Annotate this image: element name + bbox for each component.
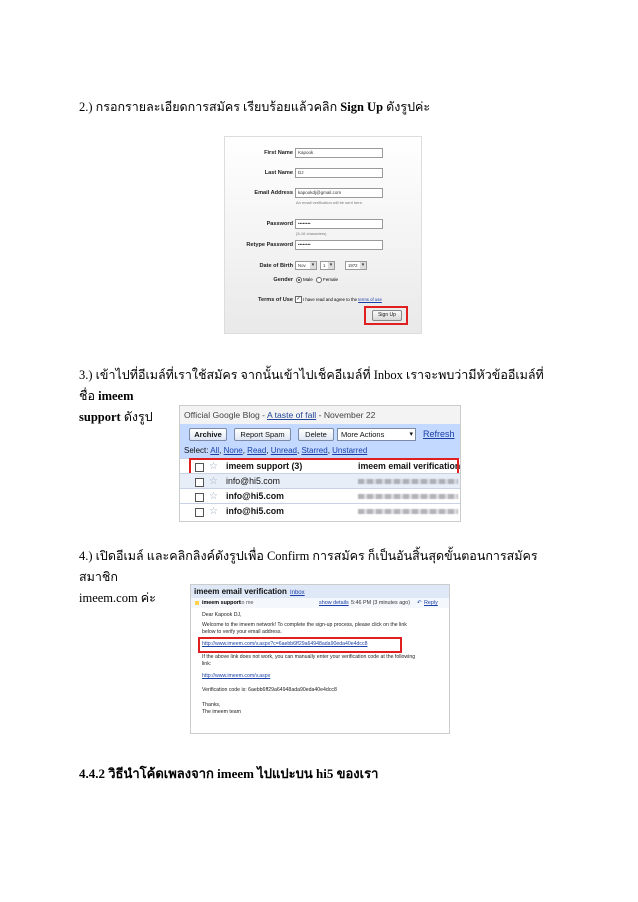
step3-text: 3.) เข้าไปที่อีเมล์ที่เราใช้สมัคร จากนั้นเข้าไปเช็คอีเมล์ที่ Inbox เราจะพบว่ามีหัวข้ออีเมล์ที่ชื่อ bbox=[79, 368, 544, 403]
email-time: 5:46 PM (3 minutes ago) bbox=[351, 600, 411, 606]
star-icon[interactable] bbox=[195, 601, 199, 605]
gender-male-radio[interactable] bbox=[296, 277, 302, 283]
select-starred[interactable]: Starred bbox=[301, 446, 328, 455]
email-welcome-2: below to verify your email address. bbox=[202, 629, 282, 635]
email-to: to me bbox=[240, 600, 254, 606]
retype-password-input[interactable]: •••••••• bbox=[295, 240, 383, 250]
select-links: Select: All, None, Read, Unread, Starred, Unstarred bbox=[180, 444, 461, 458]
gender-male-label: Male bbox=[303, 277, 313, 282]
email-thanks: Thanks, bbox=[202, 702, 221, 708]
star-icon[interactable]: ☆ bbox=[209, 461, 218, 472]
email-row bbox=[225, 188, 421, 200]
email-title bbox=[191, 585, 450, 598]
reply-link[interactable]: Reply bbox=[424, 600, 438, 606]
blurred-subject bbox=[358, 494, 458, 499]
terms-text: I have read and agree to the bbox=[303, 297, 359, 302]
email-welcome-1: Welcome to the imeem network! To complete the sign-up process, please click on the link bbox=[202, 622, 407, 628]
step3-bold-support: support bbox=[79, 410, 121, 424]
first-name-row bbox=[225, 148, 421, 160]
row-sender: imeem support (3) bbox=[226, 461, 303, 471]
link-highlight-box bbox=[198, 637, 402, 653]
gender-row bbox=[225, 275, 421, 287]
email-fallback-1: If the above link does not work, you can manually enter your verification code at the following bbox=[202, 654, 416, 660]
terms-checkbox[interactable]: ✓ bbox=[296, 296, 301, 303]
gmail-web-clip bbox=[180, 406, 461, 424]
delete-button[interactable]: Delete bbox=[298, 428, 334, 441]
blurred-subject bbox=[358, 479, 458, 484]
step3-bold-imeem: imeem bbox=[98, 389, 134, 403]
verification-link[interactable]: http://www.imeem.com/v.aspx?c=6aebb6ff29a64948ada90eda40e4dcc8 bbox=[202, 641, 368, 647]
signup-button[interactable]: Sign Up bbox=[372, 310, 402, 321]
manual-verification-link[interactable]: http://www.imeem.com/v.aspx bbox=[202, 673, 271, 679]
email-row[interactable] bbox=[180, 488, 460, 504]
dob-label: Date of Birth bbox=[259, 263, 293, 269]
select-read[interactable]: Read bbox=[247, 446, 267, 455]
row-checkbox[interactable] bbox=[195, 478, 204, 487]
select-unread[interactable]: Unread bbox=[270, 446, 297, 455]
gender-female-radio[interactable] bbox=[316, 277, 322, 283]
select-all[interactable]: All bbox=[210, 446, 220, 455]
reply-icon[interactable]: ↶ bbox=[417, 600, 422, 606]
dob-day-select[interactable]: 1 ▾ bbox=[320, 261, 335, 270]
last-name-label: Last Name bbox=[264, 170, 293, 176]
row-sender: info@hi5.com bbox=[226, 506, 284, 516]
dob-month-select[interactable]: Nov ▾ bbox=[295, 261, 317, 270]
web-clip-date: - November 22 bbox=[316, 410, 376, 420]
retype-password-row bbox=[225, 240, 421, 252]
email-fallback-2: link: bbox=[202, 661, 212, 667]
email-row[interactable] bbox=[180, 473, 460, 489]
terms-agree bbox=[295, 296, 382, 304]
refresh-link[interactable]: Refresh bbox=[423, 429, 455, 439]
gender-label: Gender bbox=[273, 277, 293, 283]
last-name-input[interactable]: DJ bbox=[295, 168, 383, 178]
row-checkbox[interactable] bbox=[195, 508, 204, 517]
select-label: Select: bbox=[184, 446, 211, 455]
select-none[interactable]: None bbox=[223, 446, 243, 455]
step2-paragraph bbox=[79, 98, 430, 116]
first-name-label: First Name bbox=[264, 150, 293, 156]
terms-label: Terms of Use bbox=[257, 297, 293, 303]
last-name-row bbox=[225, 168, 421, 180]
row-sender: info@hi5.com bbox=[226, 491, 284, 501]
email-signature: The imeem team bbox=[202, 709, 241, 715]
star-icon[interactable]: ☆ bbox=[209, 506, 218, 517]
step2-bold: Sign Up bbox=[340, 100, 384, 114]
row-checkbox[interactable] bbox=[195, 493, 204, 502]
more-actions-select[interactable]: More Actions ▾ bbox=[337, 428, 416, 441]
gender-female-label: Female bbox=[323, 277, 339, 282]
show-details-link[interactable]: show details bbox=[319, 600, 349, 606]
web-clip-prefix: Official Google Blog - bbox=[184, 410, 267, 420]
terms-link[interactable]: terms of use bbox=[358, 297, 382, 302]
row-sender: info@hi5.com bbox=[226, 476, 280, 486]
web-clip-link[interactable]: A taste of fall bbox=[266, 410, 317, 420]
gender-options bbox=[296, 276, 338, 284]
dob-row bbox=[225, 261, 421, 273]
step2-text: 2.) กรอกรายละเอียดการสมัคร เรียบร้อยแล้วคลิก bbox=[79, 100, 341, 114]
email-hint: An email verification will be sent here. bbox=[296, 200, 363, 205]
section-heading: 4.4.2 วิธีนำโค้ดเพลงจาก imeem ไปแปะบน hi5 ของเรา bbox=[79, 766, 379, 781]
first-name-input[interactable]: Kapook bbox=[295, 148, 383, 158]
email-label: Email Address bbox=[254, 190, 293, 196]
step4-line2: imeem.com ค่ะ bbox=[79, 591, 156, 605]
step4-text: 4.) เปิดอีเมล์ และคลิกลิงค์ดังรูปเพื่อ Confirm การสมัคร ก็เป็นอันสิ้นสุดขั้นตอนการสมัครสมาชิก bbox=[79, 549, 538, 584]
step3-tail: ดังรูป bbox=[120, 410, 153, 424]
signup-form-screenshot bbox=[224, 136, 422, 334]
password-hint: (5-16 characters) bbox=[296, 231, 327, 236]
report-spam-button[interactable]: Report Spam bbox=[234, 428, 291, 441]
archive-button[interactable]: Archive bbox=[189, 428, 227, 441]
email-row[interactable] bbox=[180, 503, 460, 519]
retype-password-label: Retype Password bbox=[246, 242, 293, 248]
email-greeting: Dear Kapook DJ, bbox=[202, 612, 242, 618]
gmail-toolbar bbox=[180, 424, 460, 444]
inbox-label[interactable]: Inbox bbox=[289, 590, 305, 596]
gmail-inbox-screenshot bbox=[179, 405, 461, 522]
star-icon[interactable]: ☆ bbox=[209, 491, 218, 502]
password-row bbox=[225, 219, 421, 231]
email-input[interactable]: kapookdj@gmail.com bbox=[295, 188, 383, 198]
email-subject: imeem email verification bbox=[194, 587, 287, 596]
star-icon[interactable]: ☆ bbox=[209, 476, 218, 487]
email-meta bbox=[191, 598, 449, 608]
password-input[interactable]: •••••••• bbox=[295, 219, 383, 229]
select-unstarred[interactable]: Unstarred bbox=[332, 446, 368, 455]
verification-email-screenshot bbox=[190, 584, 450, 734]
password-label: Password bbox=[266, 221, 293, 227]
blurred-subject bbox=[358, 509, 458, 514]
step2-tail: ดังรูปค่ะ bbox=[383, 100, 431, 114]
dob-year-select[interactable]: 1972 ▾ bbox=[345, 261, 367, 270]
verification-code: Verification code is: 6aebb6ff29a64948ada90eda40e4dcc8 bbox=[202, 687, 337, 693]
row-subject: imeem email verification bbox=[358, 461, 461, 471]
email-from: imeem support bbox=[202, 600, 241, 606]
